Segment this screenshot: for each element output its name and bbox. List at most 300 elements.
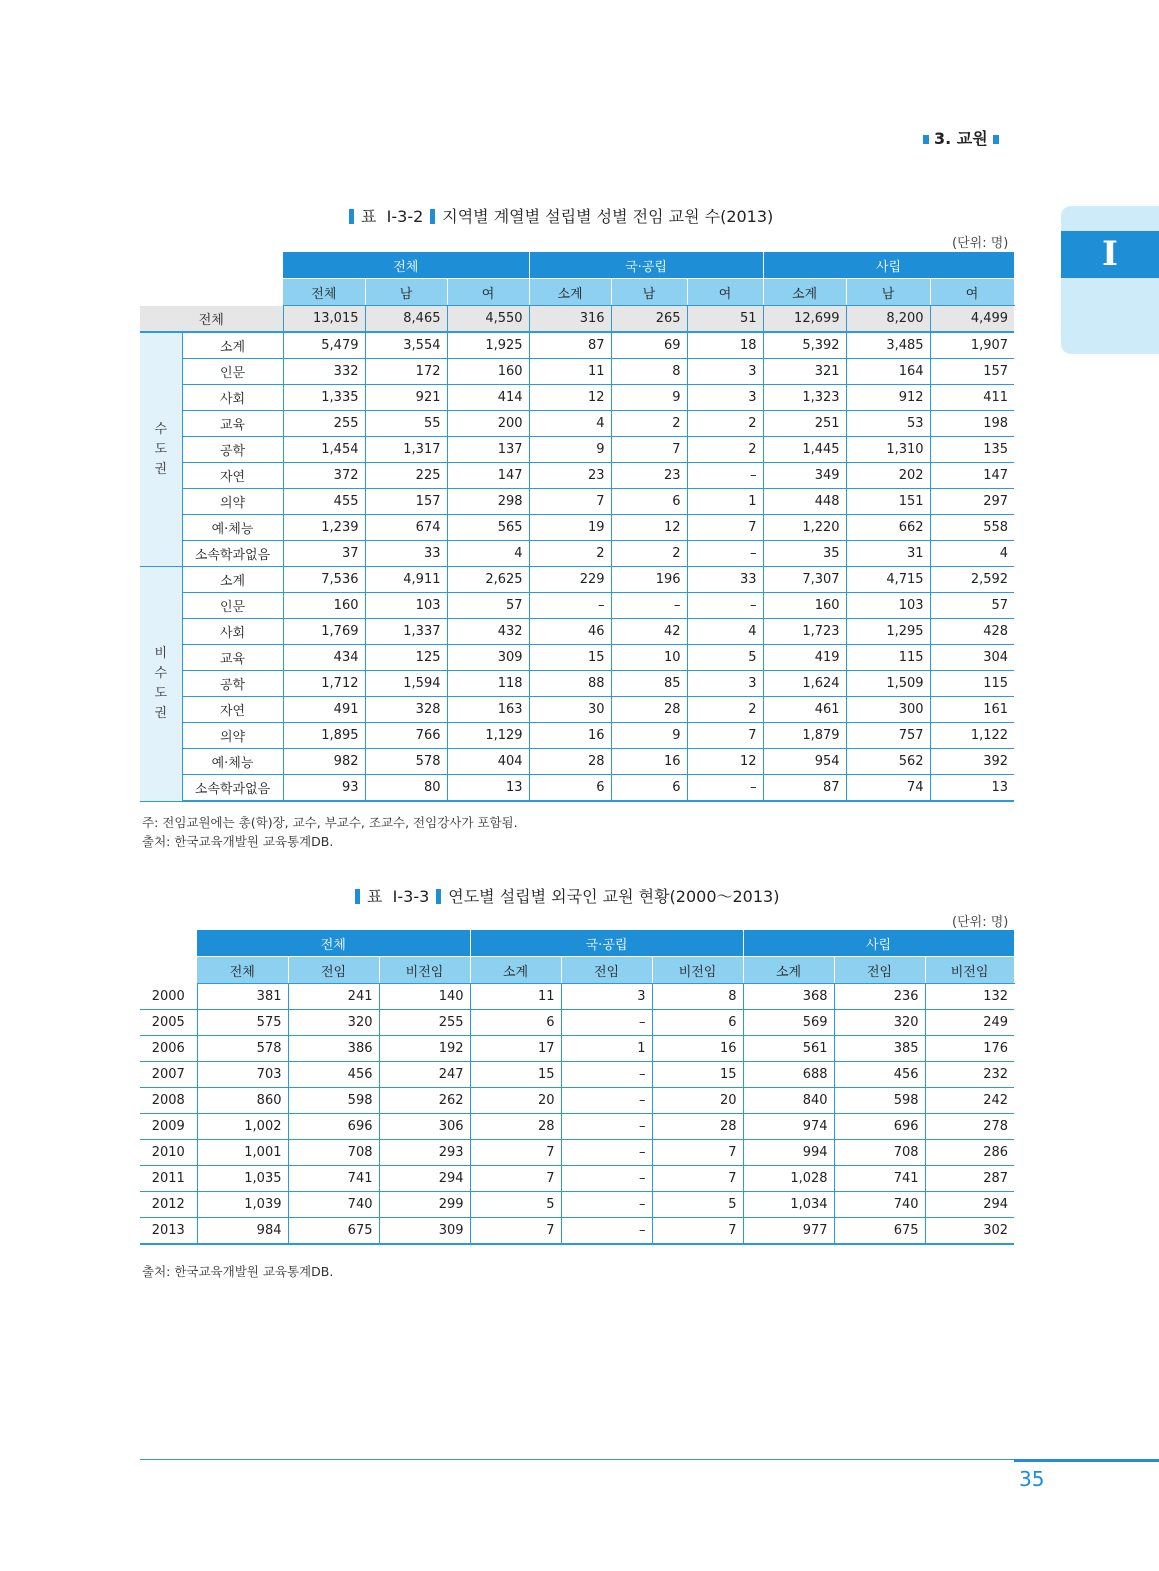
data-cell: 1: [561, 1036, 652, 1062]
data-cell: 984: [197, 1218, 288, 1245]
caption-bar-icon: [436, 889, 441, 904]
data-cell: 766: [365, 723, 447, 749]
category-label: 의약: [182, 489, 283, 515]
category-label: 의약: [182, 723, 283, 749]
data-cell: 16: [652, 1036, 743, 1062]
data-cell: 16: [611, 749, 687, 775]
table-row: [140, 567, 1014, 593]
column-header: 여: [930, 279, 1014, 306]
category-label: 사회: [182, 619, 283, 645]
data-cell: 912: [846, 385, 930, 411]
data-cell: 265: [611, 306, 687, 333]
data-cell: 456: [288, 1062, 379, 1088]
table1-total-row: [140, 306, 1014, 333]
data-cell: 708: [834, 1140, 925, 1166]
data-cell: 316: [529, 306, 611, 333]
data-cell: 974: [743, 1114, 834, 1140]
data-cell: 1,445: [763, 437, 846, 463]
data-cell: 160: [763, 593, 846, 619]
data-cell: 125: [365, 645, 447, 671]
data-cell: 5,392: [763, 332, 846, 359]
table-row: [140, 359, 1014, 385]
category-label: 소속학과없음: [182, 775, 283, 802]
category-label: 교육: [182, 645, 283, 671]
data-cell: 840: [743, 1088, 834, 1114]
data-cell: 432: [447, 619, 529, 645]
data-cell: 23: [611, 463, 687, 489]
data-cell: 297: [930, 489, 1014, 515]
data-cell: 12: [687, 749, 763, 775]
category-label: 인문: [182, 593, 283, 619]
data-cell: 428: [930, 619, 1014, 645]
data-cell: 2,592: [930, 567, 1014, 593]
data-cell: 411: [930, 385, 1014, 411]
data-cell: 8,200: [846, 306, 930, 333]
data-cell: 7: [652, 1140, 743, 1166]
table2-source: 출처: 한국교육개발원 교육통계DB.: [142, 1264, 334, 1279]
data-cell: 328: [365, 697, 447, 723]
category-label: 자연: [182, 697, 283, 723]
category-label: 공학: [182, 437, 283, 463]
category-label: 공학: [182, 671, 283, 697]
caption-bar-icon: [349, 209, 354, 224]
data-cell: 703: [197, 1062, 288, 1088]
table-row: [140, 593, 1014, 619]
table-row: [140, 671, 1014, 697]
column-header: 전임: [288, 957, 379, 984]
table2-prefix: 표: [367, 887, 383, 906]
data-cell: 2: [611, 541, 687, 567]
data-cell: 304: [930, 645, 1014, 671]
data-cell: –: [561, 1166, 652, 1192]
row-label: 전체: [140, 306, 283, 333]
data-cell: 57: [447, 593, 529, 619]
data-cell: 3,554: [365, 332, 447, 359]
data-cell: 1,129: [447, 723, 529, 749]
data-cell: –: [611, 593, 687, 619]
data-cell: 33: [687, 567, 763, 593]
data-cell: –: [687, 463, 763, 489]
data-cell: 448: [763, 489, 846, 515]
column-header: 여: [687, 279, 763, 306]
data-cell: 12: [529, 385, 611, 411]
year-label: 2006: [140, 1036, 197, 1062]
data-cell: 137: [447, 437, 529, 463]
data-cell: 6: [652, 1010, 743, 1036]
data-cell: 7,536: [283, 567, 365, 593]
data-cell: 151: [846, 489, 930, 515]
data-cell: 42: [611, 619, 687, 645]
section-title: 3. 교원: [934, 129, 988, 148]
data-cell: 954: [763, 749, 846, 775]
data-cell: 7: [529, 489, 611, 515]
category-label: 인문: [182, 359, 283, 385]
data-cell: 299: [379, 1192, 470, 1218]
data-cell: 1,220: [763, 515, 846, 541]
data-cell: 15: [470, 1062, 561, 1088]
data-cell: 1,002: [197, 1114, 288, 1140]
data-cell: 19: [529, 515, 611, 541]
data-cell: 1,712: [283, 671, 365, 697]
data-cell: 741: [288, 1166, 379, 1192]
data-cell: 386: [288, 1036, 379, 1062]
data-cell: 10: [611, 645, 687, 671]
data-cell: 255: [283, 411, 365, 437]
data-cell: 561: [743, 1036, 834, 1062]
data-cell: 88: [529, 671, 611, 697]
data-cell: 1,323: [763, 385, 846, 411]
data-cell: 688: [743, 1062, 834, 1088]
data-cell: 115: [930, 671, 1014, 697]
data-cell: 7: [687, 723, 763, 749]
data-cell: 8: [652, 984, 743, 1010]
category-label: 예·체능: [182, 515, 283, 541]
data-cell: 161: [930, 697, 1014, 723]
year-label: 2009: [140, 1114, 197, 1140]
table-row: [140, 463, 1014, 489]
data-cell: 5: [652, 1192, 743, 1218]
data-cell: 368: [743, 984, 834, 1010]
group-header: 전체: [197, 930, 470, 957]
table-row: [140, 1036, 1014, 1062]
data-cell: 118: [447, 671, 529, 697]
category-label: 사회: [182, 385, 283, 411]
group-header: 전체: [283, 252, 529, 279]
data-cell: 35: [763, 541, 846, 567]
data-cell: 30: [529, 697, 611, 723]
data-cell: 23: [529, 463, 611, 489]
data-cell: 1,879: [763, 723, 846, 749]
data-cell: 994: [743, 1140, 834, 1166]
header-blank: [140, 930, 197, 957]
data-cell: 147: [930, 463, 1014, 489]
data-cell: –: [561, 1192, 652, 1218]
year-label: 2000: [140, 984, 197, 1010]
region-label: [140, 332, 182, 567]
group-header: 사립: [743, 930, 1014, 957]
footer-rule: [140, 1459, 1014, 1460]
data-cell: 6: [611, 489, 687, 515]
data-cell: 1,310: [846, 437, 930, 463]
section-header: [918, 126, 1004, 149]
data-cell: 17: [470, 1036, 561, 1062]
data-cell: 160: [447, 359, 529, 385]
table2-caption: [355, 884, 779, 907]
category-label: 소계: [182, 332, 283, 359]
data-cell: 1,001: [197, 1140, 288, 1166]
data-cell: 385: [834, 1036, 925, 1062]
data-cell: 103: [365, 593, 447, 619]
data-cell: 461: [763, 697, 846, 723]
data-cell: 2: [529, 541, 611, 567]
column-header: 소계: [529, 279, 611, 306]
data-cell: 708: [288, 1140, 379, 1166]
header-blank: [140, 279, 283, 306]
data-cell: 921: [365, 385, 447, 411]
data-cell: 20: [652, 1088, 743, 1114]
data-cell: 2: [611, 411, 687, 437]
data-cell: 147: [447, 463, 529, 489]
year-label: 2013: [140, 1218, 197, 1245]
data-cell: 55: [365, 411, 447, 437]
category-label: 예·체능: [182, 749, 283, 775]
data-cell: 1,295: [846, 619, 930, 645]
data-cell: 200: [447, 411, 529, 437]
table1-unit: (단위: 명): [952, 236, 1009, 251]
data-cell: 320: [288, 1010, 379, 1036]
header-blank: [140, 957, 197, 984]
region-label-text: 수도권: [154, 421, 168, 477]
table1-number: Ⅰ-3-2: [386, 207, 424, 226]
data-cell: 9: [611, 723, 687, 749]
category-label: 자연: [182, 463, 283, 489]
data-cell: 696: [288, 1114, 379, 1140]
data-cell: 2: [687, 437, 763, 463]
data-cell: 5: [687, 645, 763, 671]
data-cell: 675: [288, 1218, 379, 1245]
data-cell: 232: [925, 1062, 1014, 1088]
data-cell: 1,769: [283, 619, 365, 645]
table2-unit: (단위: 명): [952, 915, 1009, 930]
data-cell: 9: [529, 437, 611, 463]
data-cell: 4: [529, 411, 611, 437]
data-cell: 4,715: [846, 567, 930, 593]
data-cell: 4,550: [447, 306, 529, 333]
data-cell: 262: [379, 1088, 470, 1114]
data-cell: 293: [379, 1140, 470, 1166]
data-cell: 5,479: [283, 332, 365, 359]
group-header: 사립: [763, 252, 1014, 279]
year-label: 2011: [140, 1166, 197, 1192]
data-cell: 740: [288, 1192, 379, 1218]
column-header: 남: [365, 279, 447, 306]
data-cell: –: [561, 1088, 652, 1114]
data-cell: 3: [687, 359, 763, 385]
table1-caption: [349, 204, 773, 227]
column-header: 남: [846, 279, 930, 306]
data-cell: 381: [197, 984, 288, 1010]
data-cell: 15: [652, 1062, 743, 1088]
data-cell: 7: [687, 515, 763, 541]
data-cell: 74: [846, 775, 930, 802]
data-cell: 202: [846, 463, 930, 489]
data-cell: 294: [379, 1166, 470, 1192]
table-row: [140, 332, 1014, 359]
region-label: [140, 567, 182, 802]
data-cell: 1,895: [283, 723, 365, 749]
data-cell: 51: [687, 306, 763, 333]
group-header: 국·공립: [470, 930, 743, 957]
table-row: [140, 984, 1014, 1010]
group-header: 국·공립: [529, 252, 763, 279]
data-cell: 977: [743, 1218, 834, 1245]
table-row: [140, 775, 1014, 802]
table2-sub-header-row: [140, 957, 1014, 984]
data-cell: 562: [846, 749, 930, 775]
data-cell: 286: [925, 1140, 1014, 1166]
column-header: 비전임: [379, 957, 470, 984]
data-cell: 674: [365, 515, 447, 541]
data-cell: 28: [611, 697, 687, 723]
table-row: [140, 1062, 1014, 1088]
year-label: 2008: [140, 1088, 197, 1114]
data-cell: 140: [379, 984, 470, 1010]
data-cell: 242: [925, 1088, 1014, 1114]
data-cell: 4,499: [930, 306, 1014, 333]
data-cell: 225: [365, 463, 447, 489]
table-row: [140, 515, 1014, 541]
data-cell: –: [561, 1062, 652, 1088]
data-cell: 569: [743, 1010, 834, 1036]
table-row: [140, 1088, 1014, 1114]
table-row: [140, 1114, 1014, 1140]
data-cell: –: [687, 541, 763, 567]
column-header: 여: [447, 279, 529, 306]
chapter-tab-label: I: [1061, 231, 1159, 278]
table-row: [140, 1166, 1014, 1192]
data-cell: 741: [834, 1166, 925, 1192]
data-cell: 28: [652, 1114, 743, 1140]
data-cell: 12,699: [763, 306, 846, 333]
data-cell: 1,594: [365, 671, 447, 697]
column-header: 전임: [834, 957, 925, 984]
data-cell: 69: [611, 332, 687, 359]
column-header: 전체: [197, 957, 288, 984]
page-number: 35: [1019, 1467, 1045, 1491]
data-cell: 1,122: [930, 723, 1014, 749]
data-cell: 249: [925, 1010, 1014, 1036]
data-cell: 11: [529, 359, 611, 385]
data-cell: 1,925: [447, 332, 529, 359]
data-cell: 80: [365, 775, 447, 802]
data-cell: 662: [846, 515, 930, 541]
table1-group-header-row: [140, 252, 1014, 279]
column-header: 전체: [283, 279, 365, 306]
data-cell: 1,454: [283, 437, 365, 463]
data-cell: 578: [365, 749, 447, 775]
data-cell: 7: [470, 1140, 561, 1166]
data-cell: –: [687, 775, 763, 802]
data-cell: –: [561, 1140, 652, 1166]
data-cell: 33: [365, 541, 447, 567]
data-cell: 349: [763, 463, 846, 489]
data-cell: 4: [687, 619, 763, 645]
bullet-square-icon: [923, 135, 929, 144]
data-cell: 320: [834, 1010, 925, 1036]
data-cell: 2,625: [447, 567, 529, 593]
table1-prefix: 표: [361, 207, 377, 226]
year-label: 2007: [140, 1062, 197, 1088]
table-row: [140, 697, 1014, 723]
table-row: [140, 1218, 1014, 1245]
data-cell: 7: [470, 1166, 561, 1192]
data-cell: 1,028: [743, 1166, 834, 1192]
column-header: 소계: [743, 957, 834, 984]
data-cell: 598: [288, 1088, 379, 1114]
data-cell: 1,034: [743, 1192, 834, 1218]
column-header: 전임: [561, 957, 652, 984]
data-cell: 491: [283, 697, 365, 723]
data-cell: 392: [930, 749, 1014, 775]
data-cell: 3,485: [846, 332, 930, 359]
table-row: [140, 723, 1014, 749]
year-label: 2005: [140, 1010, 197, 1036]
data-cell: 294: [925, 1192, 1014, 1218]
data-cell: 6: [470, 1010, 561, 1036]
table-row: [140, 437, 1014, 463]
data-cell: 740: [834, 1192, 925, 1218]
chapter-tab: [1061, 206, 1159, 354]
data-cell: 3: [561, 984, 652, 1010]
data-cell: 321: [763, 359, 846, 385]
data-cell: 132: [925, 984, 1014, 1010]
data-cell: 1,317: [365, 437, 447, 463]
data-cell: 176: [925, 1036, 1014, 1062]
data-cell: 164: [846, 359, 930, 385]
data-cell: 135: [930, 437, 1014, 463]
data-cell: 172: [365, 359, 447, 385]
data-cell: 13,015: [283, 306, 365, 333]
data-cell: 7: [470, 1218, 561, 1245]
category-label: 소계: [182, 567, 283, 593]
column-header: 비전임: [652, 957, 743, 984]
data-cell: 93: [283, 775, 365, 802]
year-label: 2010: [140, 1140, 197, 1166]
column-header: 남: [611, 279, 687, 306]
data-cell: 287: [925, 1166, 1014, 1192]
data-cell: –: [561, 1218, 652, 1245]
table-row: [140, 619, 1014, 645]
data-cell: 306: [379, 1114, 470, 1140]
data-cell: 4,911: [365, 567, 447, 593]
data-cell: 558: [930, 515, 1014, 541]
data-cell: 57: [930, 593, 1014, 619]
data-cell: 229: [529, 567, 611, 593]
data-cell: 6: [529, 775, 611, 802]
table-row: [140, 489, 1014, 515]
data-cell: 309: [447, 645, 529, 671]
table1-source: 출처: 한국교육개발원 교육통계DB.: [142, 834, 334, 849]
data-cell: 1,335: [283, 385, 365, 411]
data-cell: 192: [379, 1036, 470, 1062]
data-cell: 414: [447, 385, 529, 411]
table2-group-header-row: [140, 930, 1014, 957]
table2-number: Ⅰ-3-3: [392, 887, 430, 906]
data-cell: 278: [925, 1114, 1014, 1140]
data-cell: 434: [283, 645, 365, 671]
table-row: [140, 541, 1014, 567]
data-cell: 404: [447, 749, 529, 775]
footer-rule-accent: [1014, 1459, 1159, 1462]
data-cell: 12: [611, 515, 687, 541]
data-cell: 3: [687, 385, 763, 411]
data-cell: 298: [447, 489, 529, 515]
data-cell: 4: [447, 541, 529, 567]
data-cell: 2: [687, 411, 763, 437]
data-cell: 456: [834, 1062, 925, 1088]
data-cell: 7: [611, 437, 687, 463]
data-cell: 85: [611, 671, 687, 697]
data-cell: 565: [447, 515, 529, 541]
data-cell: 455: [283, 489, 365, 515]
data-cell: –: [687, 593, 763, 619]
data-cell: 46: [529, 619, 611, 645]
data-cell: 255: [379, 1010, 470, 1036]
data-cell: 1,509: [846, 671, 930, 697]
data-cell: 13: [447, 775, 529, 802]
data-cell: 198: [930, 411, 1014, 437]
data-cell: 1,239: [283, 515, 365, 541]
